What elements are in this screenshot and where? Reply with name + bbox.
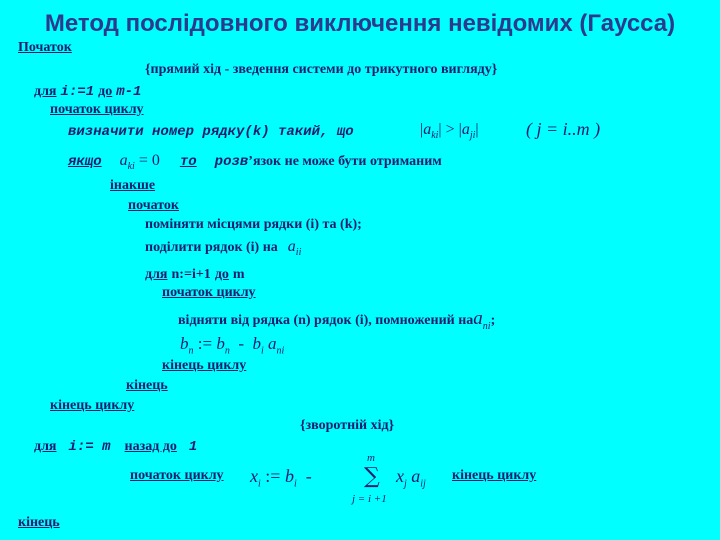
- multiplier-formula: $a_{ni}$: [473, 308, 491, 332]
- loop-end-2: кінець циклу: [162, 358, 247, 373]
- to-keyword-2: до: [214, 267, 229, 282]
- loop-end-1: кінець циклу: [50, 398, 135, 413]
- end-2: кінець: [126, 378, 168, 393]
- end-keyword: кінець: [18, 515, 60, 530]
- backward-comment: {зворотній хід}: [300, 418, 395, 433]
- sum-sign: ∑: [364, 464, 380, 489]
- sum-term-formula: $x_j$ $a_{ij}$: [396, 466, 426, 490]
- max-condition-formula: $|a_{ki}| > |a_{ji}|$: [420, 121, 479, 142]
- determine-row-text: визначити номер рядку(k) такий, що: [68, 124, 354, 140]
- begin-2: початок: [128, 198, 179, 213]
- for-keyword: для: [34, 84, 57, 99]
- for-keyword-2: для: [145, 267, 168, 282]
- loop-begin-3: початок циклу: [130, 468, 224, 483]
- divide-row-line: [145, 238, 301, 258]
- sum-upper-limit: m: [367, 452, 375, 464]
- begin-keyword: Початок: [18, 40, 72, 55]
- sum-lower-limit: j = i +1: [352, 493, 387, 505]
- if-keyword: якщо: [68, 154, 102, 170]
- divide-row-text: поділити рядок (i) на: [145, 240, 278, 255]
- subtract-row-text: відняти від рядка (n) рядок (i), помножений на: [178, 313, 474, 328]
- b-update-formula: $b_n$ := $b_n - b_i$ $a_{ni}$: [180, 334, 285, 357]
- back-to-keyword: назад до: [124, 439, 177, 454]
- page-title: Метод послідовного виключення невідомих (Гаусса): [44, 10, 676, 37]
- no-solution-text: ’язок не може бути отриманим: [248, 154, 442, 169]
- x-solution-formula: $x_i$ := $b_i$ -: [250, 466, 317, 490]
- for-end-value: m-1: [116, 84, 142, 100]
- index-range-formula: ( j = i..m ): [526, 119, 601, 139]
- pivot-formula: $a_{ii}$: [287, 238, 302, 259]
- zero-pivot-formula: $a_{ki} = 0$: [119, 152, 160, 173]
- for-line-2: [145, 265, 245, 283]
- subtract-row-line: відняти від рядка (n) рядок (i), помножений наa$_{ni}$;: [178, 308, 496, 332]
- then-keyword-text: розв: [214, 154, 249, 170]
- loop-begin-2: початок циклу: [162, 285, 256, 300]
- loop-begin-1: початок циклу: [50, 102, 144, 117]
- for-line-1: [34, 82, 141, 100]
- forward-comment: {прямий хід - зведення системи до трикутного вигляду}: [145, 62, 498, 77]
- for-condition-2: n:=i+1: [171, 267, 211, 282]
- for-keyword-3: для: [34, 439, 57, 454]
- then-keyword: то: [179, 154, 197, 170]
- for-condition-3: i:= m: [68, 439, 111, 455]
- to-keyword: до: [98, 84, 113, 99]
- for-end-value-3: 1: [188, 439, 198, 455]
- for-end-value-2: m: [232, 267, 245, 282]
- for-condition: i:=1: [60, 84, 95, 100]
- for-line-3: [34, 437, 197, 455]
- loop-end-3: кінець циклу: [452, 468, 537, 483]
- else-keyword: інакше: [110, 178, 156, 193]
- if-line: [68, 152, 442, 172]
- swap-rows-text: поміняти місцями рядки (i) та (k);: [145, 217, 362, 232]
